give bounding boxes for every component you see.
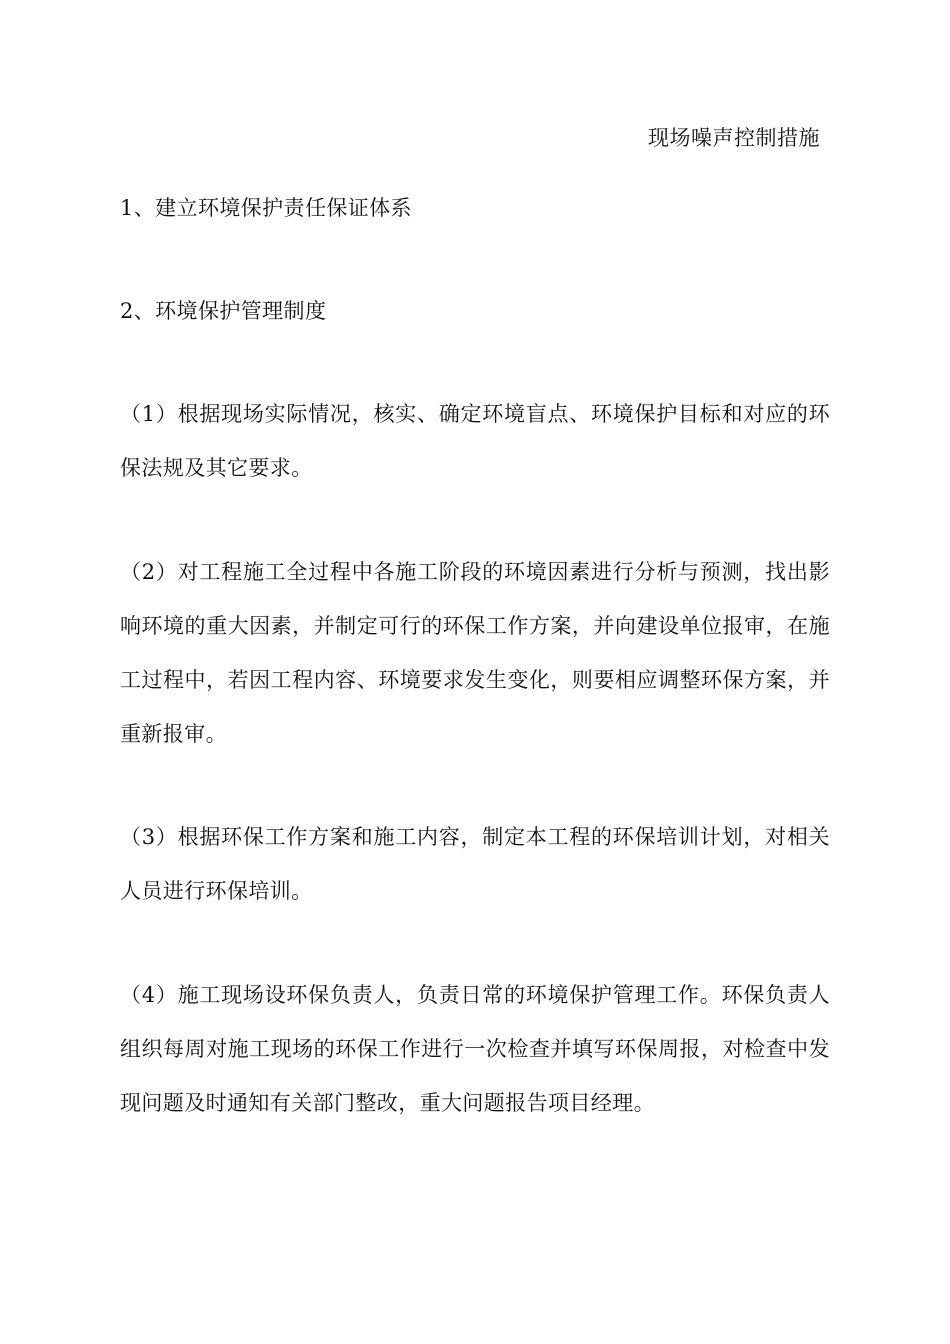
section-heading-1: 1、建立环境保护责任保证体系 <box>120 196 412 220</box>
section-heading-2: 2、环境保护管理制度 <box>120 299 327 323</box>
document-title: 现场噪声控制措施 <box>648 126 820 150</box>
paragraph-3: （3）根据环保工作方案和施工内容，制定本工程的环保培训计划，对相关人员进行环保培训。 <box>120 825 830 903</box>
paragraph-1: （1）根据现场实际情况，核实、确定环境盲点、环境保护目标和对应的环保法规及其它要求。 <box>120 402 830 480</box>
paragraph-4: （4）施工现场设环保负责人，负责日常的环境保护管理工作。环保负责人组织每周对施工现场的环保工作进行一次检查并填写环保周报，对检查中发现问题及时通知有关部门整改，重大问题报告项目经理。 <box>120 983 830 1115</box>
paragraph-2: （2）对工程施工全过程中各施工阶段的环境因素进行分析与预测，找出影响环境的重大因素，并制定可行的环保工作方案，并向建设单位报审，在施工过程中，若因工程内容、环境要求发生变化，则要相应调整环保方案，并重新报审。 <box>120 560 830 746</box>
